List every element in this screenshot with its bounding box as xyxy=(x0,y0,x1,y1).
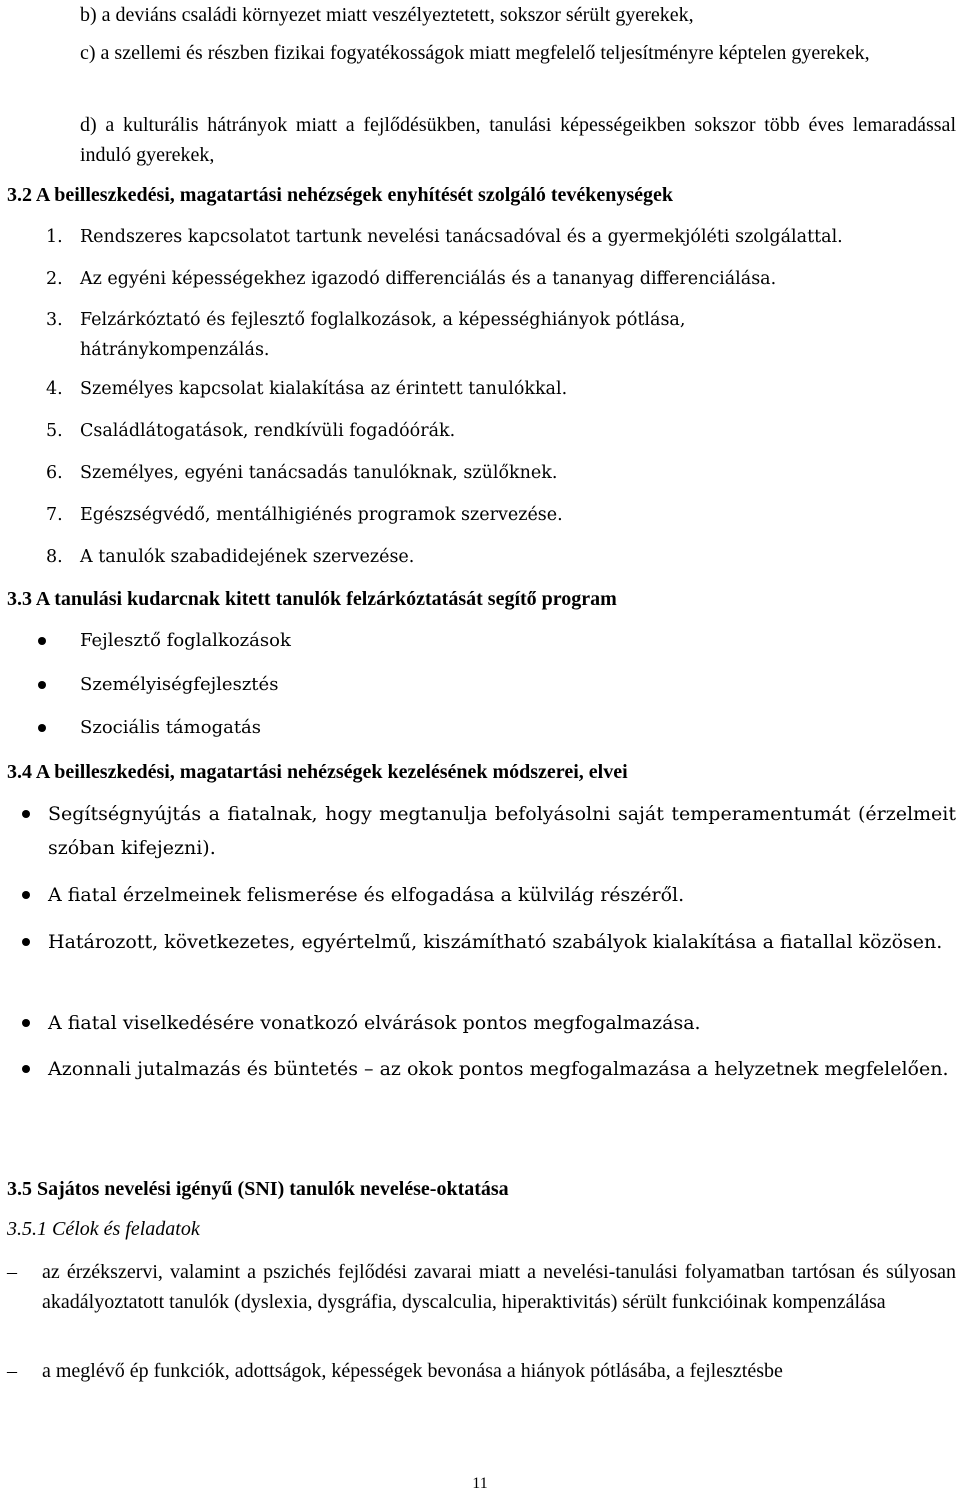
item-text: Az egyéni képességekhez igazodó differenciálás és a tananyag differenciálása. xyxy=(80,269,777,289)
item-number: 8. xyxy=(46,547,63,567)
bullet-text: A fiatal viselkedésére vonatkozó elvárások pontos megfogalmazása. xyxy=(48,1012,701,1034)
goal-item-2 xyxy=(7,1356,956,1386)
intro-item-d: d) a kulturális hátrányok miatt a fejlődésükben, tanulási képességeikben sokszor több éves lemaradással induló gyerekek, xyxy=(80,114,956,166)
bullet-icon xyxy=(22,1019,30,1027)
bullet-text: Határozott, következetes, egyértelmű, kiszámítható szabályok kialakítása a fiatallal közösen. xyxy=(48,931,943,953)
numbered-item-8 xyxy=(46,542,946,572)
method-item-5 xyxy=(22,1052,956,1086)
bullet-icon xyxy=(22,810,30,818)
dash-marker: – xyxy=(7,1261,17,1283)
item-text: Személyes kapcsolat kialakítása az érintett tanulókkal. xyxy=(80,379,568,399)
dash-marker: – xyxy=(7,1360,17,1382)
intro-item-c: c) a szellemi és részben fizikai fogyatékosságok miatt megfelelő teljesítményre képtelen gyerekek, xyxy=(80,42,870,64)
goal-item-1 xyxy=(7,1257,956,1317)
numbered-item-5 xyxy=(46,416,946,446)
section-3-5-1-subheading: 3.5.1 Célok és feladatok xyxy=(7,1218,200,1240)
item-text: Rendszeres kapcsolatot tartunk nevelési tanácsadóval és a gyermekjóléti szolgálattal. xyxy=(80,227,843,247)
item-number: 6. xyxy=(46,463,63,483)
method-item-2 xyxy=(22,878,956,912)
bullet-icon xyxy=(22,938,30,946)
bullet-item-szemelyiseg xyxy=(38,670,938,700)
bullet-text: Fejlesztő foglalkozások xyxy=(80,630,291,651)
item-number: 2. xyxy=(46,269,63,289)
method-item-3 xyxy=(22,925,956,959)
method-item-1 xyxy=(22,797,956,865)
bullet-text: Segítségnyújtás a fiatalnak, hogy megtanulja befolyásolni saját temperamentumát (érzelmeit szóban kifejezni). xyxy=(48,803,956,859)
bullet-text: Azonnali jutalmazás és büntetés – az okok pontos megfogalmazása a helyzetnek megfelelően. xyxy=(48,1058,949,1080)
section-3-2-heading: 3.2 A beilleszkedési, magatartási nehézségek enyhítését szolgáló tevékenységek xyxy=(7,184,674,206)
section-3-4-heading: 3.4 A beilleszkedési, magatartási nehézségek kezelésének módszerei, elvei xyxy=(7,761,628,783)
item-number: 5. xyxy=(46,421,63,441)
goal-text: az érzékszervi, valamint a pszichés fejlődési zavarai miatt a nevelési-tanulási folyamatban tartósan és súlyosan akadályoztatott tanulók (dyslexia, dysgráfia, dyscalculia, hiperaktivitás) sérült funkcióinak kompenzálása xyxy=(42,1261,956,1313)
item-number: 1. xyxy=(46,227,63,247)
numbered-item-4 xyxy=(46,374,946,404)
bullet-text: A fiatal érzelmeinek felismerése és elfogadása a külvilág részéről. xyxy=(48,884,685,906)
section-3-5-heading: 3.5 Sajátos nevelési igényű (SNI) tanulók nevelése-oktatása xyxy=(7,1178,509,1200)
numbered-item-1 xyxy=(46,222,946,252)
numbered-item-3 xyxy=(46,305,946,365)
intro-item-b: b) a deviáns családi környezet miatt veszélyeztetett, sokszor sérült gyerekek, xyxy=(80,4,694,26)
method-item-4 xyxy=(22,1006,956,1040)
bullet-icon xyxy=(38,637,46,645)
numbered-item-2 xyxy=(46,264,946,294)
section-3-3-heading: 3.3 A tanulási kudarcnak kitett tanulók felzárkóztatását segítő program xyxy=(7,588,617,610)
numbered-item-7 xyxy=(46,500,946,530)
item-text: Egészségvédő, mentálhigiénés programok szervezése. xyxy=(80,505,563,525)
item-text: Személyes, egyéni tanácsadás tanulóknak, szülőknek. xyxy=(80,463,558,483)
bullet-text: Személyiségfejlesztés xyxy=(80,674,279,695)
item-text: A tanulók szabadidejének szervezése. xyxy=(80,547,415,567)
goal-text: a meglévő ép funkciók, adottságok, képességek bevonása a hiányok pótlásába, a fejlesztésbe xyxy=(42,1360,783,1382)
bullet-icon xyxy=(22,891,30,899)
bullet-item-szocialis xyxy=(38,713,938,743)
numbered-item-6 xyxy=(46,458,946,488)
item-number: 4. xyxy=(46,379,63,399)
page-number: 11 xyxy=(472,1475,488,1492)
item-number: 7. xyxy=(46,505,63,525)
item-text: Felzárkóztató és fejlesztő foglalkozások, a képességhiányok pótlása, hátránykompenzálás. xyxy=(80,310,686,360)
item-text: Családlátogatások, rendkívüli fogadóórák. xyxy=(80,421,456,441)
bullet-icon xyxy=(38,724,46,732)
bullet-icon xyxy=(38,681,46,689)
item-number: 3. xyxy=(46,310,63,330)
bullet-text: Szociális támogatás xyxy=(80,717,262,738)
bullet-item-fejleszto xyxy=(38,626,938,656)
bullet-icon xyxy=(22,1065,30,1073)
